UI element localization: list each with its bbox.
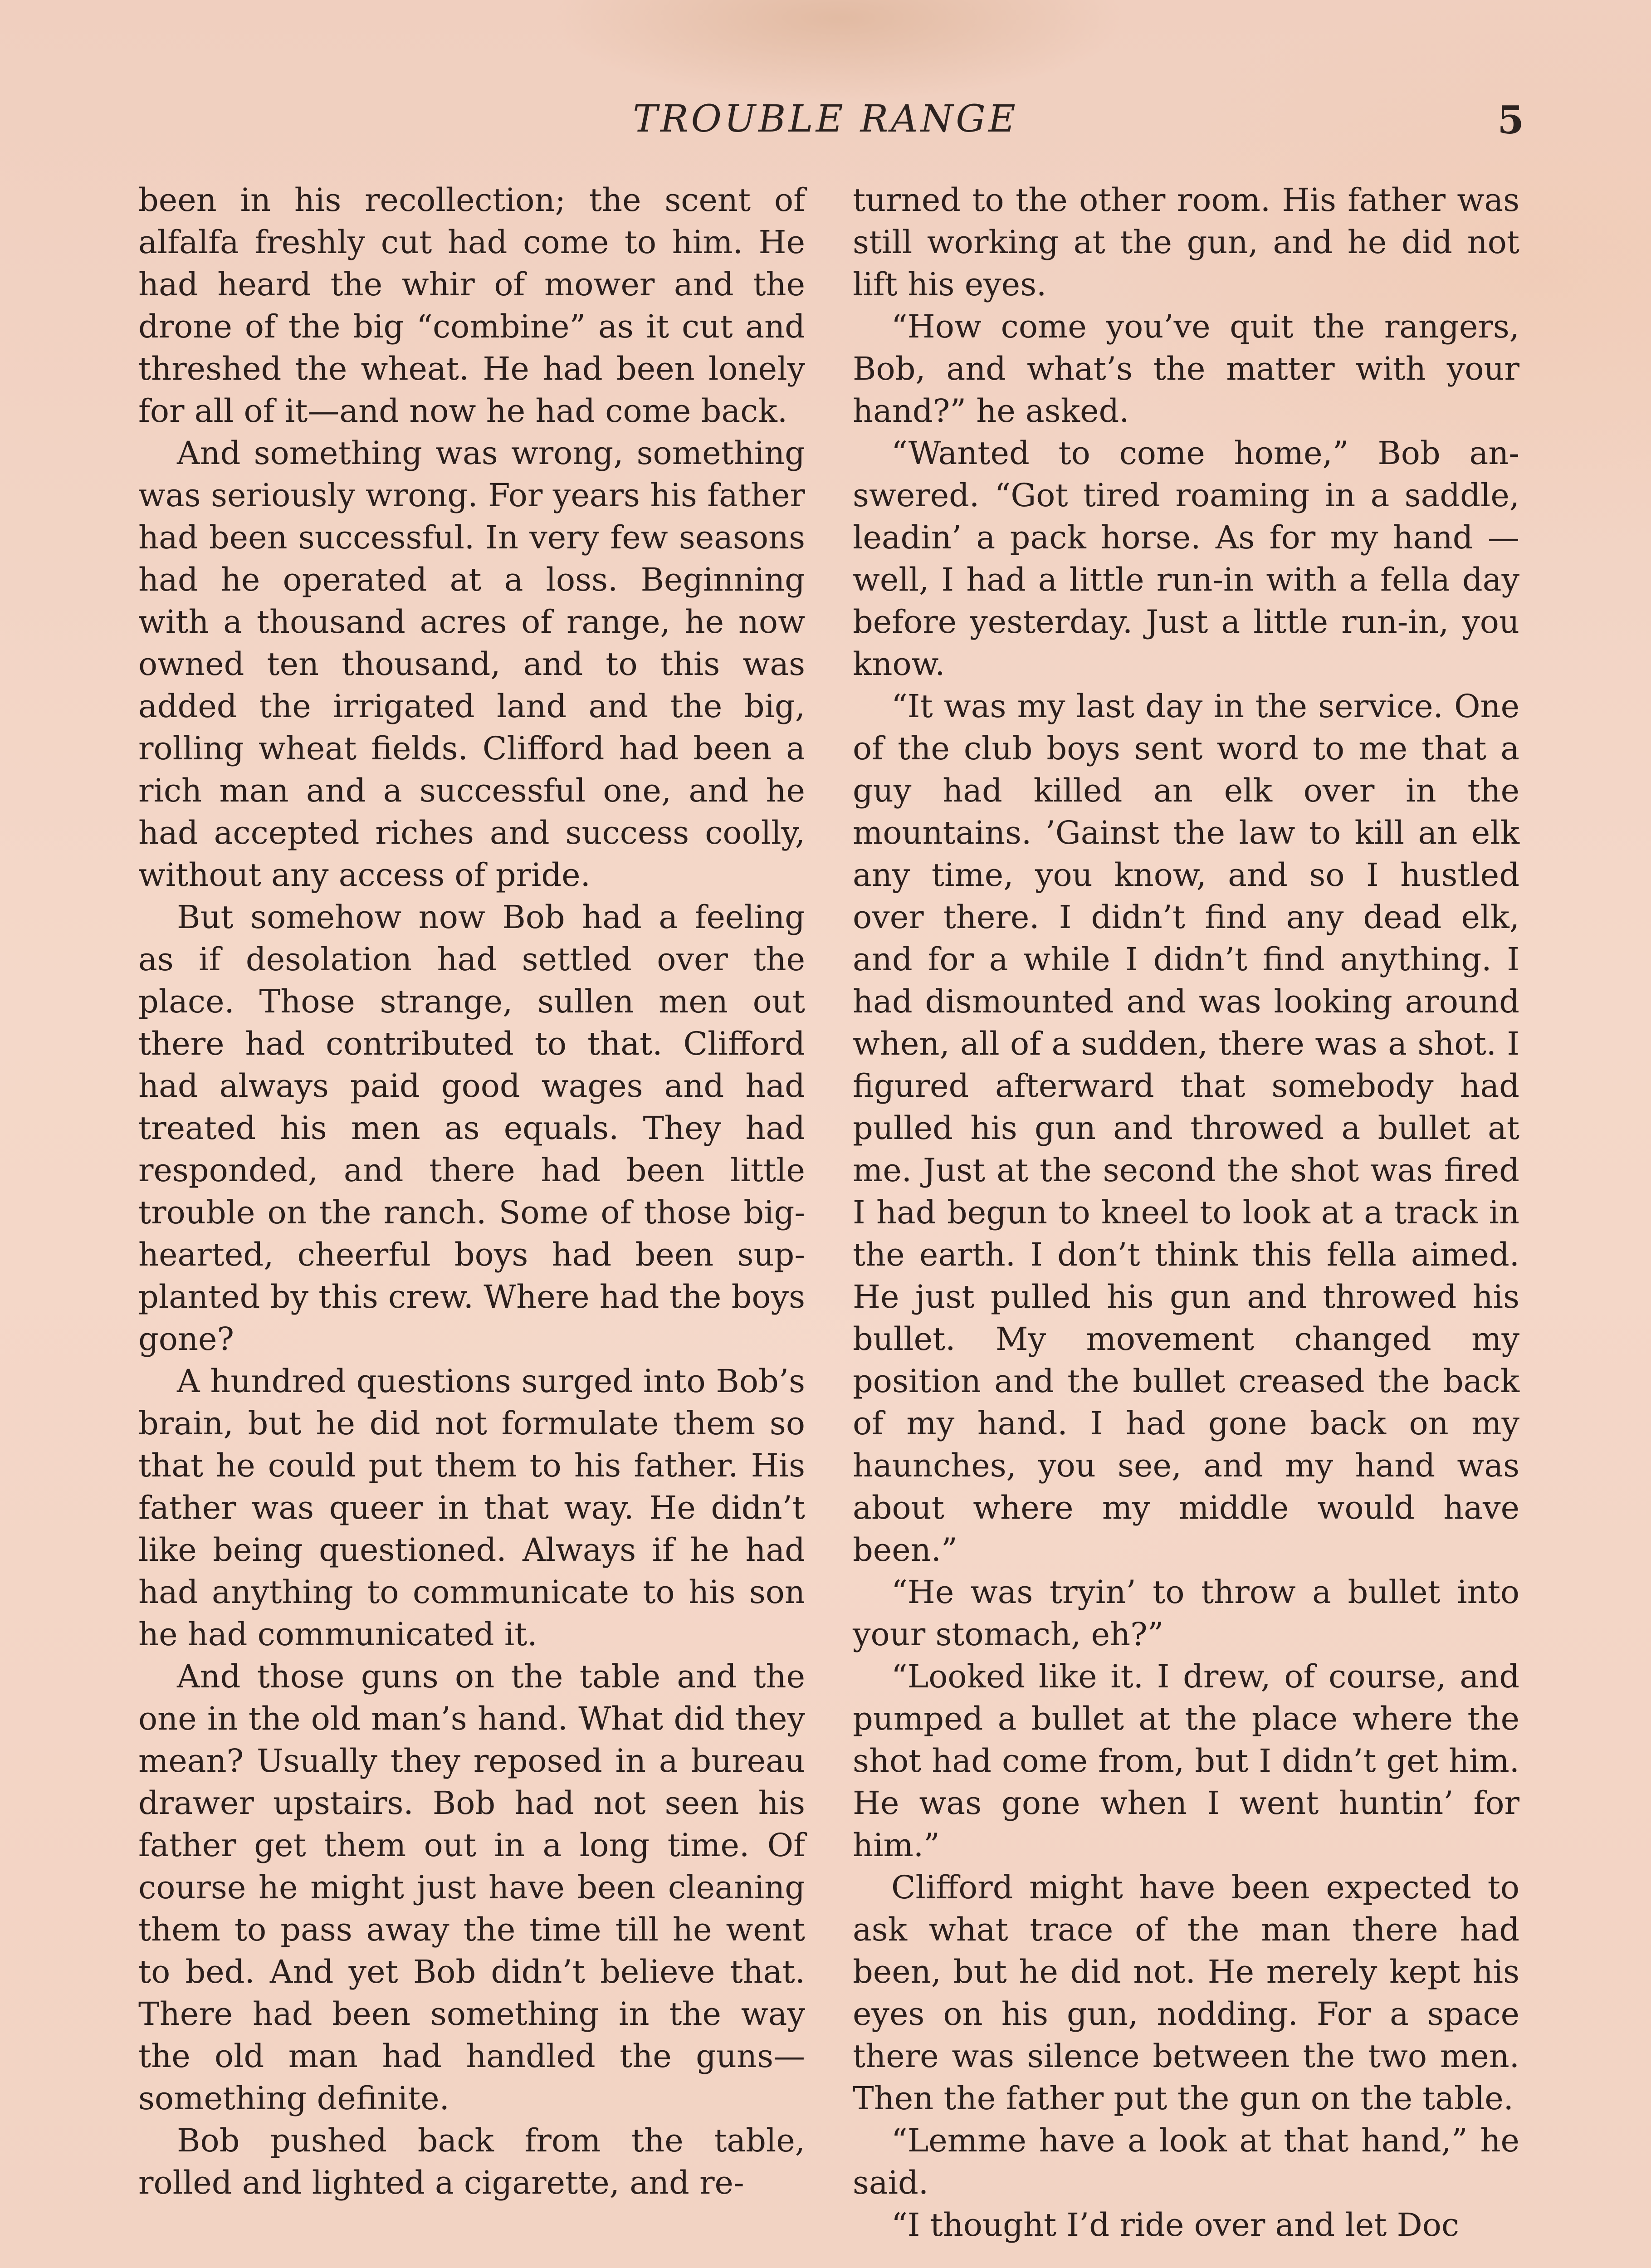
paragraph: But somehow now Bob had a feeling as if desolation had settled over the place. Those strange, sullen men out there had contributed to that. Clifford had always paid good wages and had treated his men as equals. They had responded, and there had been little trouble on the ranch. Some of those big-hearted, cheerful boys had been supplanted by this crew. Where had the boys gone?	[138, 899, 805, 1358]
page-header	[0, 98, 1651, 147]
paragraph: “Lemme have a look at that hand,” he said.	[853, 2122, 1519, 2201]
paragraph: “Wanted to come home,” Bob answered. “Got tired roaming in a saddle, leadin’ a pack horse. As for my hand —well, I had a little run-in with a fella day before yesterday. Just a little run-in, you know.	[853, 435, 1519, 683]
paragraph: And those guns on the table and the one in the old man’s hand. What did they mean? Usually they reposed in a bureau drawer upstairs. Bob had not seen his father get them out in a long time. Of course he might just have been cleaning them to pass away the time till he went to bed. And yet Bob didn’t believe that. There had been something in the way the old man had handled the guns—something definite.	[138, 1658, 805, 2117]
page-number: 5	[1497, 98, 1524, 142]
paragraph: “Looked like it. I drew, of course, and pumped a bullet at the place where the shot had come from, but I didn’t get him. He was gone when I went huntin’ for him.”	[853, 1658, 1519, 1864]
paragraph: “I thought I’d ride over and let Doc	[891, 2206, 1460, 2244]
paragraph: Bob pushed back from the table, rolled and lighted a cigarette, and re-	[138, 2122, 805, 2201]
running-title: TROUBLE RANGE	[633, 98, 1018, 141]
paragraph: “How come you’ve quit the rangers, Bob, and what’s the matter with your hand?” he asked.	[853, 308, 1519, 430]
paragraph: “It was my last day in the service. One of the club boys sent word to me that a guy had killed an elk over in the mountains. ’Gainst the law to kill an elk any time, you know, and so I hustled over there. I didn’t find any dead elk, and for a while I didn’t find anything. I had dismounted and was looking around when, all of a sudden, there was a shot. I figured afterward that somebody had pulled his gun and throwed a bullet at me. Just at the second the shot was fired I had begun to kneel to look at a track in the earth. I don’t think this fella aimed. He just pulled his gun and throwed his bullet. My movement changed my position and the bullet creased the back of my hand. I had gone back on my haunches, you see, and my hand was about where my middle would have been.”	[853, 688, 1519, 1569]
paragraph: A hundred questions surged into Bob’s brain, but he did not formulate them so that he could put them to his father. His father was queer in that way. He didn’t like being questioned. Always if he had had anything to communicate to his son he had communicated it.	[138, 1363, 805, 1653]
paragraph: turned to the other room. His father was still working at the gun, and he did not lift his eyes.	[853, 181, 1519, 303]
right-text-column	[853, 179, 1519, 2246]
paragraph: been in his recollection; the scent of alfalfa freshly cut had come to him. He had heard the whir of mower and the drone of the big “combine” as it cut and threshed the wheat. He had been lonely for all of it—and now he had come back.	[138, 181, 805, 430]
paragraph: Clifford might have been expected to ask what trace of the man there had been, but he did not. He merely kept his eyes on his gun, nodding. For a space there was silence between the two men. Then the father put the gun on the table.	[853, 1869, 1519, 2117]
paragraph: And something was wrong, something was seriously wrong. For years his father had been successful. In very few seasons had he operated at a loss. Beginning with a thousand acres of range, he now owned ten thousand, and to this was added the irrigated land and the big, rolling wheat fields. Clifford had been a rich man and a successful one, and he had accepted riches and success coolly, without any access of pride.	[138, 435, 805, 894]
paragraph: “He was tryin’ to throw a bullet into your stomach, eh?”	[853, 1574, 1519, 1653]
left-text-column	[138, 179, 805, 2204]
